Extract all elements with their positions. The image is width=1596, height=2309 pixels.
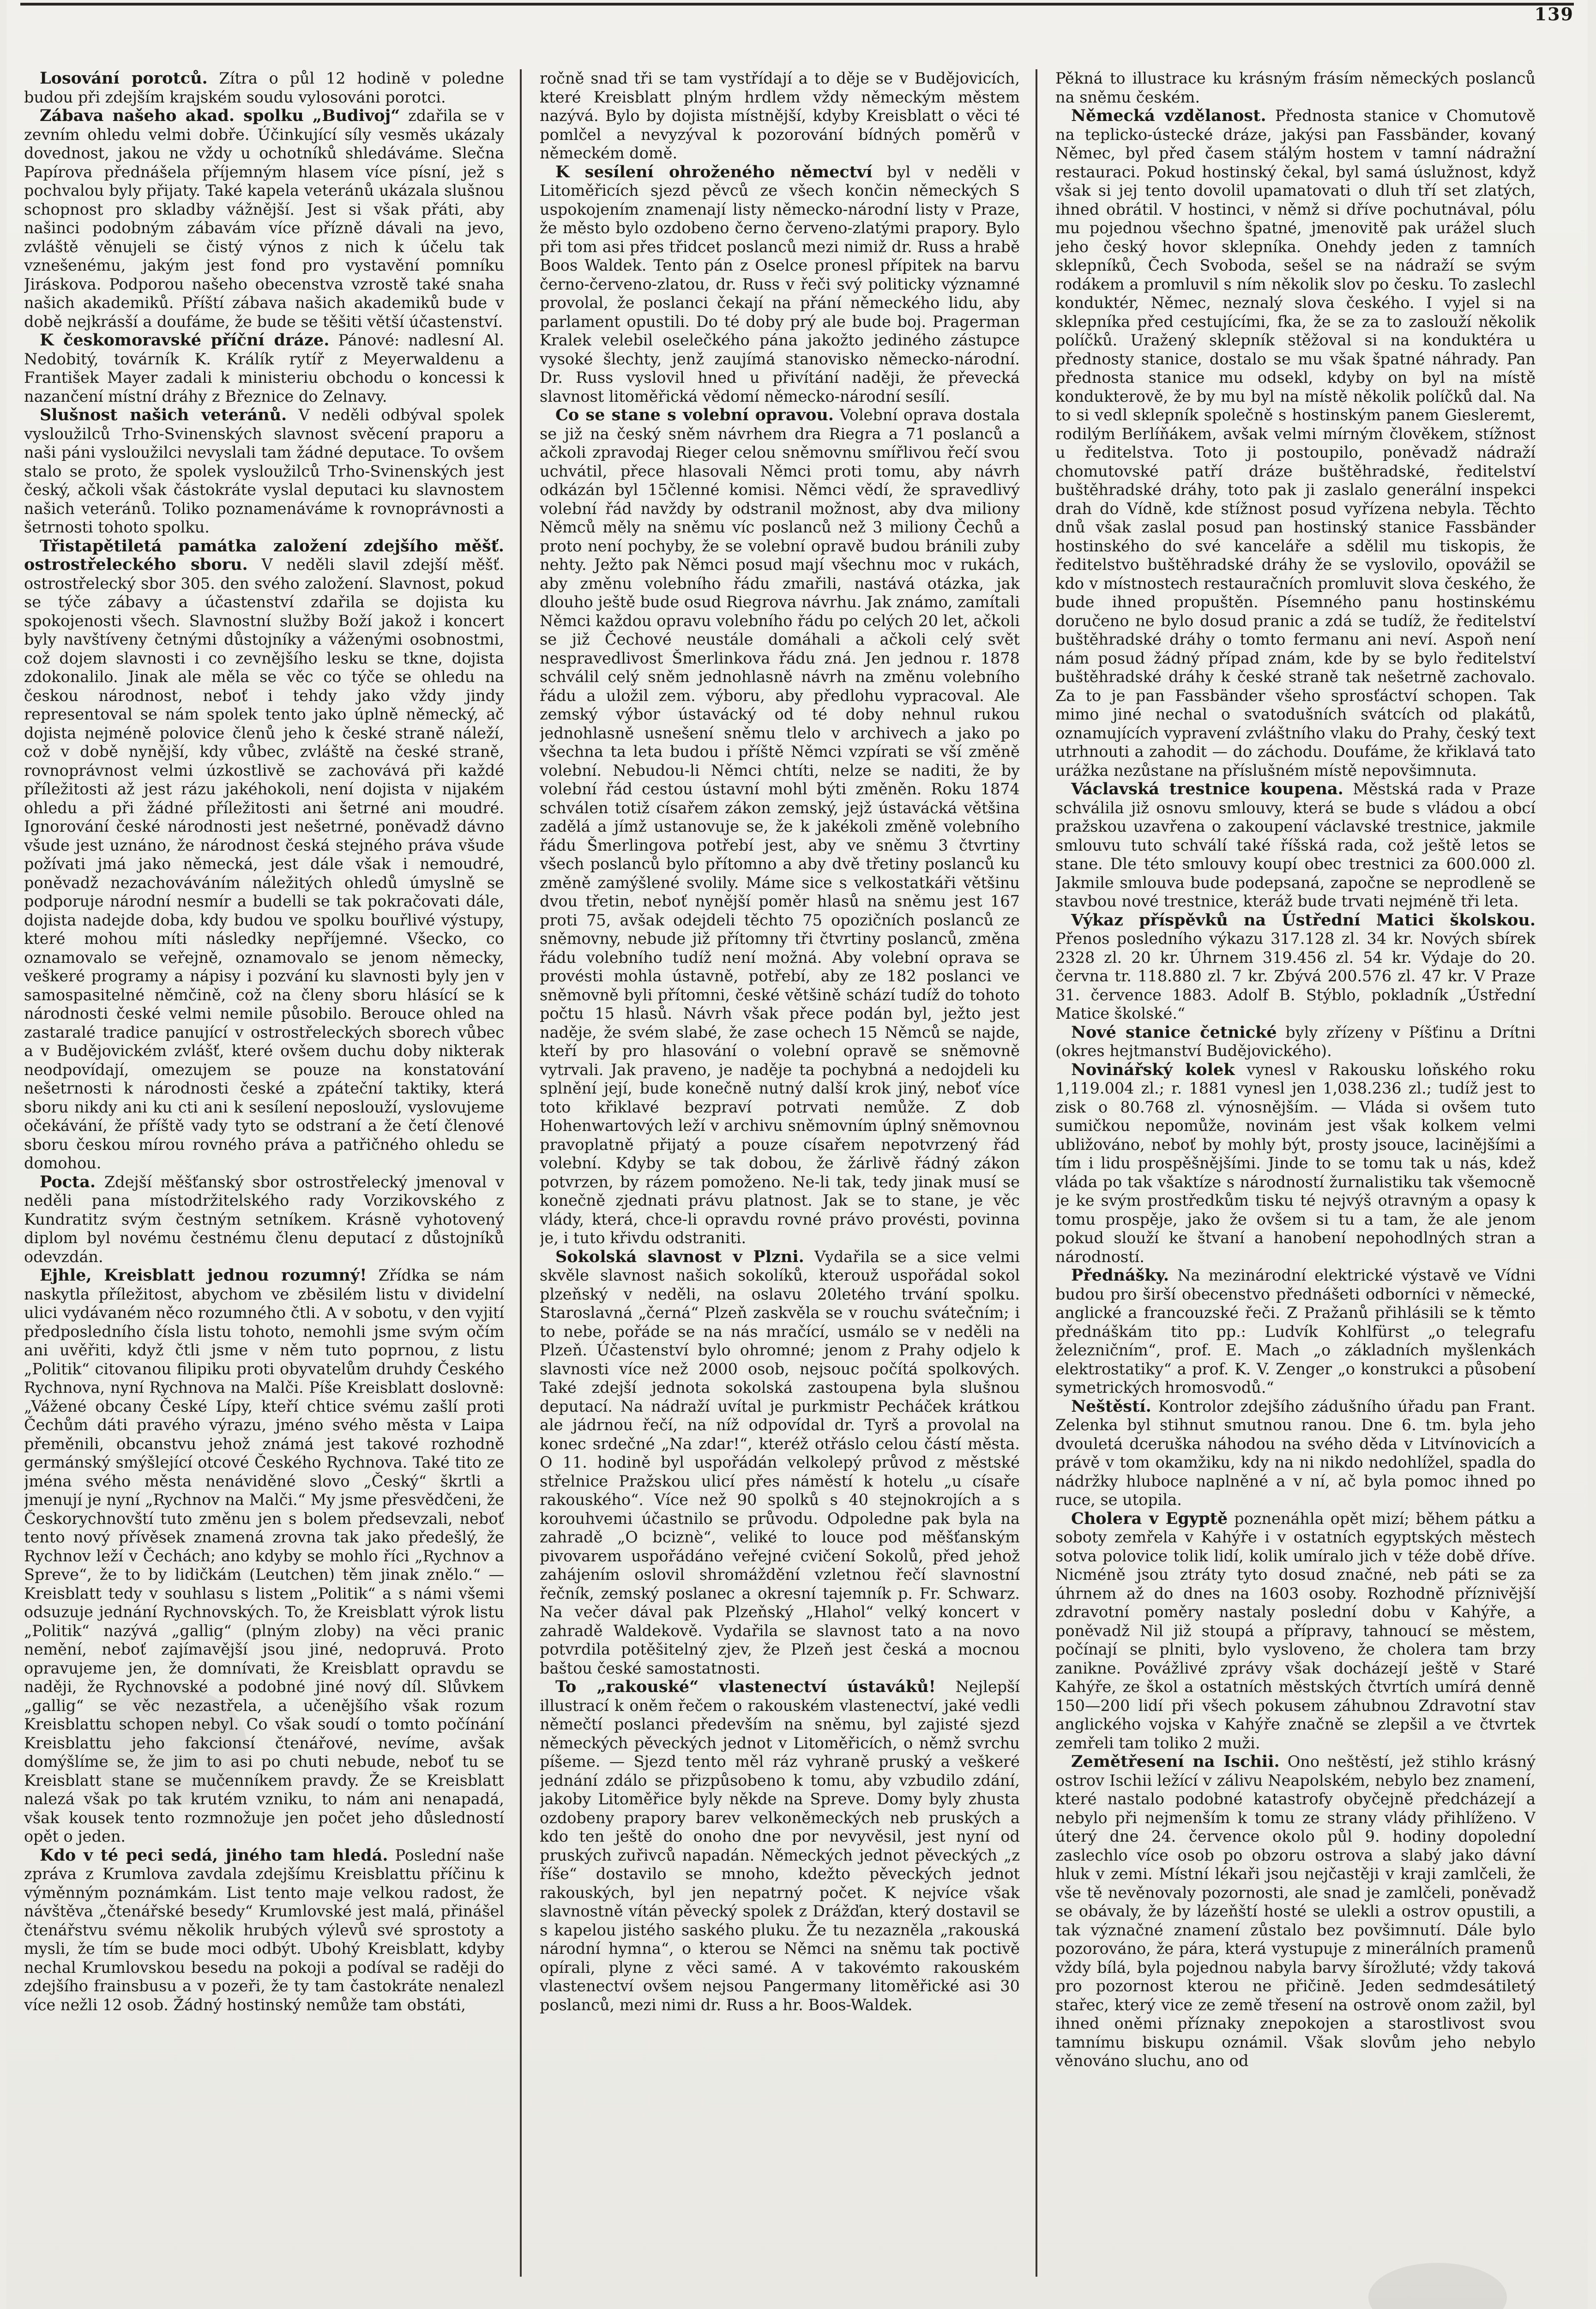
article-body: ročně snad tři se tam vystřídají a to děje se v Budějovicích, které Kreisblatt plným hrdlem vždy německým městem nazývá. Bylo by dojista místnější, kdyby Kreisblatt o věci té pomlčel a nevyzýval k pozorování bídných poměrů v německém domě. (540, 69, 1020, 162)
article-body: Pěkná to illustrace ku krásným frásím německých poslanců na sněmu českém. (1055, 69, 1536, 106)
article (24, 537, 504, 1173)
article-title: Václavská trestnice koupena. (1071, 780, 1343, 798)
article (1055, 911, 1536, 1023)
article (24, 331, 504, 406)
article-body: Městská rada v Praze schválila již osnovu smlouvy, která se bude s vládou a obcí pražskou uzavřena o zakoupení václavské trestnice, jakmile smlouvu tuto schválí také říšská rada, což ještě letos se stane. Dle této smlouvy koupí obec trestnici za 600.000 zl. Jakmile smlouva bude podepsaná, započne se neprodleně se stavbou nové trestnice, kteráž bude trvati nejméně tři leta. (1055, 780, 1536, 910)
article-title: Novinářský kolek (1071, 1060, 1235, 1079)
article-title: Sokolská slavnost v Plzni. (555, 1247, 804, 1266)
article (540, 1678, 1020, 2014)
article-title: Losování porotců. (40, 69, 208, 88)
article-body: Zřídka se nám naskytla příležitost, abychom ve zběsilém listu v dividelní ulici vydávaném něco rozumného čtli. A v sobotu, v den vyjití předposledního čísla listu tohoto, nemohli jsme svým očím ani uvěřiti, když čtli jsme v něm tuto poprnou, z listu „Politik“ citovanou filipiku proti obyvatelům druhdy Českého Rychnova, nyní Rychnova na Malči. Píše Kreisblatt doslovně: „Vážené obcany České Lípy, kteří chtice svému zašlí proti Čechům dáti pravého výrazu, jméno svého města v Laipa přeměnili, obcanstvu jehož známá jest takové rozhodně germánský smýšlející otcové Českého Rychnova. Také tito ze jména svého města nenáviděné slovo „Český“ škrtli a jmenují je nyní „Rychnov na Malči.“ My jsme přesvědčeni, že Českorychnovští tuto změnu jen s bolem předsevzali, neboť tento nový přívěsek znamená zrovna tak jako předešlý, že Rychnov leží v Čechách; ano kdyby se mohlo říci „Rychnov a Spreve“, že to by lidičkám (Leutchen) těm jinak znělo.“ — Kreisblatt tedy v souhlasu s listem „Politik“ a s námi všemi odsuzuje jednání Rychnovských. To, že Kreisblatt výrok listu „Politik“ nazývá „gallig“ (plným zloby) na věci pranic nemění, neboť zajímavější jsou jiné, nedopruvá. Proto opravujeme jen, že domnívati, že Kreisblatt opravdu se naději, že Rychnovské a podobné jiné nový díl. Slůvkem „gallig“ se věc nezastřela, a učenějšího však rozum Kreisblattu schopen nebyl. Co však soudí o tomto počínání Kreisblattu jeho fakcionsí čtenářové, nevíme, avšak domýšlíme se, že jim to asi po chuti nebude, neboť tu se Kreisblatt stane se mučenníkem pravdy. Že se Kreisblatt nalezá však po tak krutém vzniku, to nám ani nenapadá, však kousek tento rozmnožuje jen počet jeho důsledností opět o jeden. (24, 1266, 504, 1845)
article-title: Neštěstí. (1071, 1396, 1151, 1416)
article (540, 1248, 1020, 1678)
article-body: Zítra o půl 12 hodině v poledne budou při zdejším krajském soudu vylosováni porotci. (24, 69, 504, 106)
article-title: To „rakouské“ vlastenectví ústaváků! (555, 1677, 936, 1696)
article-title: K sesílení ohroženého němectví (555, 162, 873, 181)
article-body: vynesl v Rakousku loňského roku 1,119.004 zl.; r. 1881 vynesl jen 1,038.236 zl.; tudíž jest to zisk o 80.768 zl. výnosnějším. — Vláda si ovšem tuto sumičkou nepomůže, novinám jest však kolkem velmi ubližováno, neboť by mohly být, prosty jsouce, lacinějšími a tím i lidu prospěšnějšími. Jinde to se tomu tak u nás, kdež vláda po tak všaktíze s národností žurnalistiku tak všemocně je ke svým prostředkům tisku té nejvýš otravným a opasy k tomu prospěje, jako že ovšem si tu a tam, že ale jenom pokud slouží ke štvaní a hanobení nepohodlných stran a národností. (1055, 1060, 1536, 1266)
column-rule (1036, 69, 1037, 2277)
article-title: Přednášky. (1071, 1266, 1169, 1285)
article-title: Co se stane s volební opravou. (555, 405, 834, 424)
article (24, 107, 504, 331)
article-body: Zdejší měšťanský sbor ostrostřelecký jmenoval v neděli pana místodržitelského rady Vorzikovského z Kundratitz svým čestným setníkem. Krásně vyhotovený diplom byl novému čestnému členu deputací z důstojníků odevzdán. (24, 1173, 504, 1266)
article (24, 1173, 504, 1267)
article-body: Přenos posledního výkazu 317.128 zl. 34 kr. Nových sbírek 2328 zl. 20 kr. Úhrnem 319.456 zl. 54 kr. Výdaje do 20. června tr. 118.880 zl. 7 kr. Zbývá 200.576 zl. 47 kr. V Praze 31. července 1883. Adolf B. Stýblo, pokladník „Ústřední Matice školské.“ (1055, 930, 1536, 1022)
article (24, 1266, 504, 1846)
article-body: V neděli slavil zdejší měšť. ostrostřelecký sbor 305. den svého založení. Slavnost, pokud se týče zábavy a účastenství zdařila se dojista ku spokojenosti všech. Slavnostní služby Boží jakož i koncert byly navštíveny četnými důstojníky a váženými osobnostmi, což dojem slavnosti i co zevnějšího lesku se tkne, dojista zdokonalilo. Jinak ale měla se věc co týče se ohledu na českou národnost, neboť i tehdy jako vždy jindy representoval se nám spolek tento jako úplně německý, ač dojista nejméně polovice členů jeho k české straně náleží, což v době nynější, kdy vůbec, zvláště na české straně, rovnoprávnost velmi úzkostlivě se zachovává při každé příležitosti až jest rázu jakéhokoli, není dojista v nijakém ohledu a při žádné příležitosti ani šetrné ani moudré. Ignorování české národnosti jest nešetrné, poněvadž dávno všude jest uznáno, že národnost česká stejného práva všude požívati jmá jako německá, jest dále však i nemoudré, poněvadž nezachováváním náležitých ohledů úmyslně se podporuje národní nesmír a budelli se tak pokračovati dále, dojista nadejde doba, kdy budou ve spolku bouřlivé výstupy, které mohou míti následky nepříjemné. Všecko, co oznamovalo se veřejně, oznamovalo se jenom německy, veškeré programy a nápisy i pozvání ku slavnosti byly jen v samospasitelné němčině, což na členy sboru hlásící se k národnosti české velmi nemile působilo. Berouce ohled na zastaralé tradice panující v ostrostřeleckých sborech vůbec a v Budějovickém zvlášť, které ovšem duchu doby nikterak neodpovídají, omezujem se pouze na konstatování nešetrnosti k národnosti české a zpáteční taktiky, která sboru nikdy ani ku cti ani k sesílení neposlouží, vyslovujeme očekávání, že příště vady tyto se odstraní a že četí členové sboru českou mírou rovného práva a patřičného ohledu se domohou. (24, 556, 504, 1172)
article-title: Kdo v té peci sedá, jiného tam hledá. (40, 1845, 388, 1865)
article-body: Poslední naše zpráva z Krumlova zavdala zdejšímu Kreisblattu příčinu k výměnným poznámkám. List tento maje velkou radost, že návštěva „čtenářské besedy“ Krumlovské jest malá, přinášel čtenářstvu svému několik hrubých výlevů své sprostoty a mysli, že tím se bude moci odbýt. Ubohý Kreisblatt, kdyby nechal Krumlovskou besedu na pokoji a podíval se raději do zdejšího frainsbusu a v pozeři, že ty tam častokráte nenalezl více nežli 12 osob. Žádný hostinský nemůže tam obstáti, (24, 1846, 504, 2014)
article (1055, 69, 1536, 107)
article-body: Vydařila se a sice velmi skvěle slavnost našich sokolíků, kterouž uspořádal sokol plzeňský v neděli, na oslavu 20letého trvání spolku. Staroslavná „černá“ Plzeň zaskvěla se v rouchu svátečním; i to nebe, pořáde se na nás mračící, usmálo se v neděli na Plzeň. Účastenství bylo ohromné; jenom z Prahy odjelo k slavnosti více než 2000 osob, nejsouc počítá spolkových. Také zdejší jednota sokolská zastoupena byla slušnou deputací. Na nádraží uvítal je purkmistr Pecháček krátkou ale jádrnou řečí, na níž odpovídal dr. Tyrš a provolal na konec srdečné „Na zdar!“, kteréž otřáslo celou částí města. O 11. hodině byl uspořádán velkolepý průvod z městské střelnice Pražskou ulicí přes náměstí k hotelu „u císaře rakouského“. Více než 90 spolků s 40 stejnokrojích a s korouhvemi účastnilo se průvodu. Odpoledne pak byla na zahradě „O bciznè“, veliké to louce pod měšťanským pivovarem uspořádáno veřejné cvičení Sokolů, před jehož zahájením oslovil shromáždění vzletnou řečí slavnostní řečník, zemský poslanec a okresní tajemník p. Fr. Schwarz. Na večer dával pak Plzeňský „Hlahol“ velký koncert v zahradě Waldekově. Vydařila se slavnost tato a na novo potvrdila potěšitelný zjev, že Plzeň jest česká a mocnou baštou české samostatnosti. (540, 1247, 1020, 1677)
article (1055, 1753, 1536, 2071)
article-title: Německá vzdělanost. (1071, 106, 1266, 125)
article (1055, 1397, 1536, 1510)
article (1055, 107, 1536, 780)
column-2 (540, 69, 1020, 2277)
article (540, 69, 1020, 163)
article-title: Slušnost našich veteránů. (40, 405, 287, 424)
article (540, 406, 1020, 1248)
article-body: Nejlepší illustrací k oněm řečem o rakouském vlastenectví, jaké vedli němečtí poslanci především na sněmu, byl zajisté sjezd německých pěveckých jednot v Litoměřicích, o němž svrchu píšeme. — Sjezd tento měl ráz vyhraně pruský a veškeré jednání zdálo se přizpůsobeno k tomu, aby vzbudilo zdání, jakoby Litoměřice byly někde na Spreve. Domy byly zhusta ozdobeny prapory barev velkoněmeckých neb pruských a kdo ten ještě do onoho dne por nevyvěsil, jest nyní od pruských zuřivců napadán. Německých jednot pěveckých „z říše“ dostavilo se mnoho, kdežto pěveckých jednot rakouských, byl jen nepatrný počet. K nejvíce však slavnostně vítán pěvecký spolek z Drážďan, který dostavil se s kapelou jistého saského pluku. Že tu nezazněla „rakouská národní hymna“, o kterou se Němci na sněmu tak poctivě opírali, plyne z věci samé. A v takovémto rakouském vlastenectví ovšem nejsou Pangermany litoměřické asi 30 poslanců, mezi nimi dr. Russ a hr. Boos-Waldek. (540, 1678, 1020, 2014)
article-body: byl v neděli v Litoměřicích sjezd pěvců ze všech končin německých S uspokojením znamenají listy německo-národní listy v Praze, že město bylo ozdobeno černo červeno-zlatými prapory. Bylo při tom asi přes třidcet poslanců mezi nimiž dr. Russ a hrabě Boos Waldek. Tento pán z Oselce pronesl přípitek na barvu černo-červeno-zlatou, dr. Russ v řeči svý politicky významné provolal, že poslanci čekají na přání německého lidu, aby parlament opustili. Do té doby prý ale bude boj. Pragerman Kralek velebil oselečkého pána jakožto jediného zástupce vysoké šlechty, jenž zaujímá stanovisko německo-národní. Dr. Russ vyslovil hned u přivítání naději, že převecká slavnost litoměřická vědomí německo-národní sesílí. (540, 163, 1020, 405)
column-3 (1055, 69, 1536, 2277)
article (24, 69, 504, 107)
article-body: Pánové: nadlesní Al. Nedobitý, továrník K. Králík rytíř z Meyerwaldenu a František Mayer zadali k ministeriu obchodu o koncessi k nazančení místní dráhy z Březnice do Zelnavy. (24, 331, 504, 405)
article-body: Na mezinárodní elektrické výstavě ve Vídni budou pro širší obecenstvo přednášeti odborníci v německé, anglické a francouzské řeči. Z Pražanů přihlásili se k těmto přednáškám tito pp.: Ludvík Kohlfürst „o telegrafu železničním“, prof. E. Mach „o základních myšlenkách elektrostatiky“ a prof. K. V. Zenger „o konstrukci a působení symetrických hromosvodů.“ (1055, 1266, 1536, 1396)
article-body: byly zřízeny v Píšťinu a Drítni (okres hejtmanství Budějovického). (1055, 1023, 1536, 1060)
article-title: Cholera v Egyptě (1071, 1509, 1228, 1528)
article (1055, 1023, 1536, 1061)
article-body: Ono neštěstí, jež stihlo krásný ostrov Ischii ležící v zálivu Neapolském, nebylo bez znamení, které nastalo podobné katastrofy obyčejně předcházejí a nebylo při nejmenším k tomu ze strany vlády přihlíženo. V úterý dne 24. července okolo půl 9. hodiny dopolední zaslechlo více osob po obzoru ostrova a slabý jako dávní hluk v zemi. Místní lékaři jsou nejčastěji v kraji zamlčeli, že vše tě nevěnovaly pozornosti, ale snad je zamlčeli, poněvadž se obávaly, že by lázeňští hosté se ulekli a ostrov opustili, a tak význačné znamení zůstalo bez povšimnutí. Dále bylo pozorováno, že pára, která vystupuje z minerálních pramenů vždy bílá, byla pojednou nabyla barvy šírožluté; vždy taková pro pozornost kterou ne přičině. Jeden sedmdesátiletý stařec, který vice ze země třesení na ostrově onom zažil, byl ihned oněmi příznaky znepokojen a starostlivost svou tamnímu biskupu oznámil. Však slovům jeho nebylo věnováno sluchu, ano od (1055, 1753, 1536, 2070)
article-body: zdařila se v zevním ohledu velmi dobře. Účinkující síly vesměs ukázaly dovednost, jakou ne vždy u ochotníků shledáváme. Slečna Papírova přednášela příjemným hlasem více písní, jež s pochvalou byly přijaty. Také kapela veteránů ukázala slušnou schopnost pro skladby vážnější. Jest si však přáti, aby našinci podobným zábavám více přízně dávali na jevo, zvláště věnujeli se čistý výnos z nich k účelu tak vznešenému, jakým jest fond pro vystavění pomníku Jiráskova. Podporou našeho obecenstva vzrostě také snaha našich akademiků. Příští zábava našich akademiků bude v době nejkrásší a doufáme, že bude se těšiti větší účastenství. (24, 107, 504, 331)
article-body: Kontrolor zdejšího zádušního úřadu pan Frant. Zelenka byl stihnut smutnou ranou. Dne 6. tm. byla jeho dvouletá dceruška náhodou na svého děda v Litvínovicích a právě v tom okamžiku, kdy na ni nikdo nedohlížel, spadla do nádržky hluboce naplněné a v ní, ač byla pomoc ihned po ruce, se utopila. (1055, 1397, 1536, 1509)
article-body: Volební oprava dostala se již na český sněm návrhem dra Riegra a 71 poslanců a ačkoli zpravodaj Rieger celou sněmovnu smířlivou řečí svou uchvátil, přece hlasovali Němci proti tomu, aby návrh odkázán byl 15členné komisi. Němci vědí, že spravedlivý volební řád navždy by odstranil možnost, aby dva miliony Němců měly na sněmu víc poslanců než 3 miliony Čechů a proto není pochyby, že se volební opravě budou bránili zuby nehty. Ježto pak Němci posud mají všechnu moc v rukách, aby změnu volebního řádu zmařili, nastává otázka, jak dlouho ještě bude osud Riegrova návrhu. Jak známo, zamítali Němci každou opravu volebního řádu po celých 20 let, ačkoli se již Čechové neustále domáhali a ačkoli celý svět nespravedlivost Šmerlinkova řádu zná. Jen jednou r. 1878 schválil celý sněm jednohlasně návrh na změnu volebního řádu a uložil zem. výboru, aby předlohu vypracoval. Ale zemský výbor ústavácký od té doby nehnul rukou jednohlasně usnešení sněmu tlelo v archivech a jako po všechna ta leta budou i příště Němci vzpírati se vší změně volební. Nebudou-li Němci chtíti, nelze se naditi, že by volební řád cestou ústavní mohl býti změněn. Roku 1874 schválen totiž císařem zákon zemský, jejž ústavácká většina zadělá a jímž ustanovuje se, že k jakékoli změně volebního řádu Šmerlingova potřebí jest, aby ve sněmu 3 čtvrtiny všech poslanců bylo přítomno a aby dvě třetiny poslanců ku změně zamýšlené svolily. Máme sice s velkostatkáři většinu dvou třetin, neboť nynější poměr hlasů na sněmu jest 167 proti 75, avšak odejdeli těchto 75 opozičních poslanců ze sněmovny, nebude již přítomny tři čtvrtiny poslanců, změna řádu volebního tudíž není možná. Aby volební oprava se provésti mohla ústavně, potřebí, aby ze 182 poslanci ve sněmovně byli přítomni, české většině schází tudíž do tohoto počtu 15 hlasů. Návrh však přece podán byl, ježto jest naděje, že svém slabé, že zase ochech 15 Němců se najde, kteří by pro hlasování o volební opravě se sněmovně vytrvali. Jak praveno, je naděje ta pochybná a nedojdeli ku splnění její, bude konečně nutný další krok jiný, neboť více toto křiklavé bezpraví potrvati nemůže. Z dob Hohenwartových leží v archivu sněmovním úplný sněmovnou pravoplatně přijatý a pouze císařem nepotvrzený řád volební. Kdyby se tak dobou, že žárlivě řádný zákon potvrzen, by rázem pomoženo. Ne-li tak, tedy jinak musí se konečně zjednati právu platnost. Jak se to stane, je věc vlády, která, chce-li opravdu rovné právo provésti, povinna je, i tuto křivdu odstraniti. (540, 406, 1020, 1247)
top-rule (20, 3, 1574, 6)
article-title: Třistapětiletá památka založení zdejšího měšť. ostrostřeleckého sboru. (24, 536, 504, 574)
article (1055, 1510, 1536, 1753)
article-title: Ejhle, Kreisblatt jednou rozumný! (40, 1266, 367, 1285)
article-title: K českomoravské příční dráze. (40, 331, 330, 350)
newspaper-page (6, 0, 1588, 2309)
article (540, 163, 1020, 406)
article-body: V neděli odbýval spolek vysloužilců Trho-Svinenských slavnost svěcení praporu a naši páni vysloužilci nevyslali tam žádné deputace. To ovšem stalo se proto, že spolek vysloužilců Trho-Svinenských jest český, ačkoli však částokráte vyslal deputaci ku slavnostem našich veteránů. Toliko poznamenáváme k rovnoprávnosti a šetrnosti tohoto spolku. (24, 406, 504, 536)
article (1055, 780, 1536, 911)
article-title: Zemětřesení na Ischii. (1071, 1752, 1280, 1771)
article-body: poznenáhla opět mizí; během pátku a soboty zemřela v Kahýře i v ostatních egyptských městech sotva polovice tolik lidí, kolik umíralo jich v téže době dříve. Nicméně jsou ztráty tyto dosud značné, neb páti se za úhrnem až do dnes na 1603 osoby. Rozhodně příznivější zdravotní poměry nastaly poslední dobu v Kahýře, a poněvadž Nil již stoupá a přípravy, tahnoucí se městem, počínají se plniti, bylo vysloveno, že cholera tam brzy zanikne. Povážlivé zprávy však docházejí ještě v Staré Kahýře, ze škol a ostatních městských čtvrtích umírá denně 150—200 lidí při všech pokusem záhubnou Zdravotní stav anglického vojska v Kahýře značně se zlepšil a ve čtvrtek zemřeli tam toliko 2 muži. (1055, 1509, 1536, 1752)
column-1 (24, 69, 504, 2277)
article (24, 1846, 504, 2015)
article (1055, 1061, 1536, 1267)
article (24, 406, 504, 537)
page-number: 139 (1534, 4, 1574, 24)
article-title: Výkaz příspěvků na Ústřední Matici školskou. (1071, 910, 1536, 930)
column-rule (520, 69, 522, 2277)
article-title: Zábava našeho akad. spolku „Budivoj“ (40, 106, 400, 125)
article (1055, 1266, 1536, 1397)
article-title: Nové stanice četnické (1071, 1022, 1277, 1042)
article-title: Pocta. (40, 1172, 96, 1191)
article-body: Přednosta stanice v Chomutově na teplicko-ústecké dráze, jakýsi pan Fassbänder, kovaný Němec, byl před časem stálým hostem v tamní nádražní restauraci. Pokud hostinský čekal, byl samá úslužnost, když však si jej tento dovolil upamatovati o dluh tří set zlatých, ihned obrátil. V hostinci, v němž si dříve pochutnával, pólu mu pojednou všechno špatné, jmenovitě pak urážel sluch jeho český hovor sklepníka. Onehdy jeden z tamních sklepníků, Čech Svoboda, sešel se na nádraží se svým rodákem a promluvil s ním několik slov po česku. To zaslechl konduktér, Němec, neznalý slova českého. I vyjel si na sklepníka před cestujícími, fka, že se za to zaslouží několik políčků. Uražený sklepník stěžoval si na konduktéra u přednosty stanice, dostalo se mu však špatné náhrady. Pan přednosta stanice mu odsekl, kdyby on byl na místě kondukterově, že by mu byl na místě několik políčků dal. Na to si vedl sklepník společně s hostinským panem Giesleremt, rodilým Berlíňákem, avšak velmi mírným člověkem, stížnost u ředitelstva. Toto ji postoupilo, poněvadž nádraží chomutovské patří dráze buštěhradské, ředitelství buštěhradské dráhy, toto pak ji zaslalo generální inspekci drah do Vídně, kde stížnost posud vyřízena nebyla. Těchto dnů však zaslal posud pan hostinský stanice Fassbänder hostinského do své kanceláře a sdělil mu tiskopis, že ředitelstvo buštěhradské dráhy že se vyslovilo, opovážil se kdo v místnostech restauračních promluvit slova českého, že bude ihned propuštěn. Písemného panu hostinskému doručeno ne bylo dosud pranic a zdá se tudíž, že ředitelství buštěhradské dráhy o tomto fermanu ani neví. Aspoň není nám posud žádný případ znám, kde by se bylo ředitelství buštěhradské dráhy k české straně tak nešetrně zachovalo. Za to je pan Fassbänder všeho sprosťáctví schopen. Tak mimo jiné nechal o svatodušních svátcích od plakátů, oznamujících vypravení zvláštního vlaku do Prahy, český text utrhnouti a zahodit — do záchodu. Doufáme, že křiklavá tato urážka nezůstane na příslušném místě nepovšimnuta. (1055, 107, 1536, 780)
